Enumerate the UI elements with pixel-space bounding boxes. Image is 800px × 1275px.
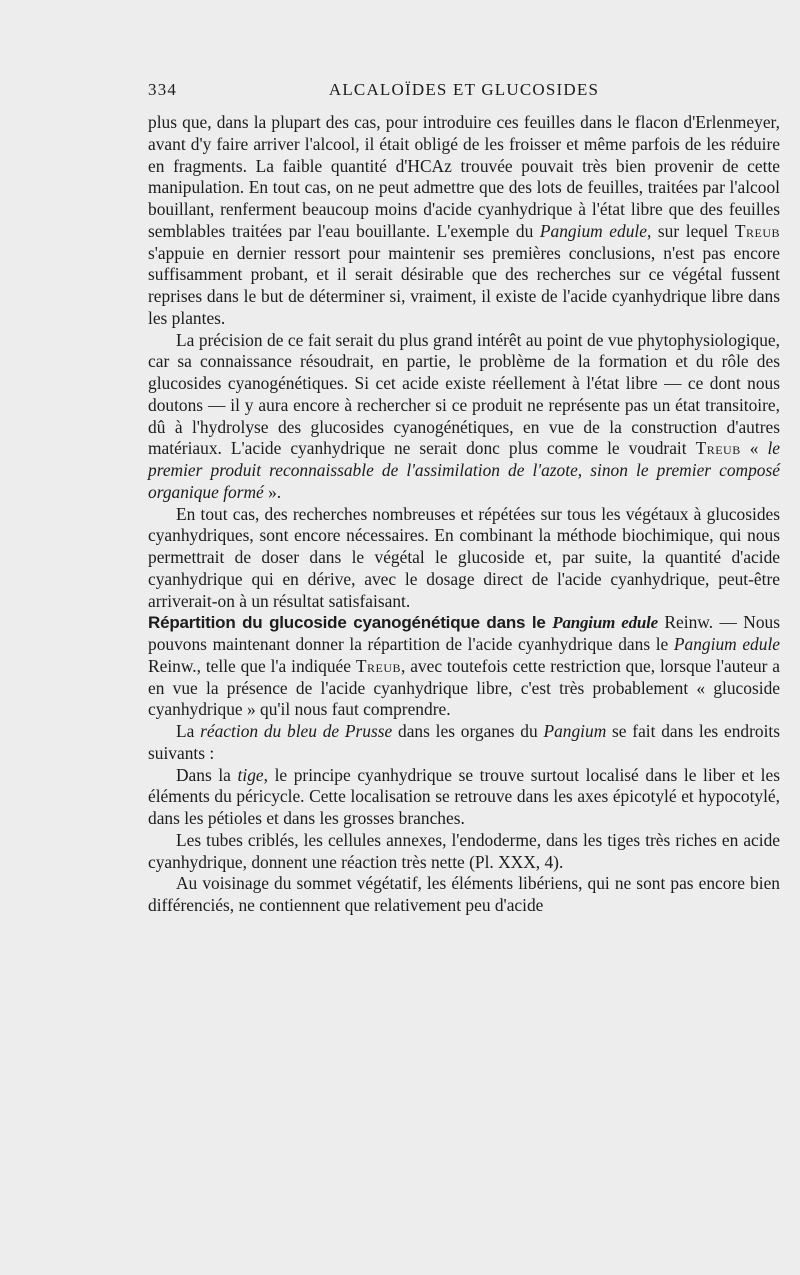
heading-species: Pangium edule (552, 613, 658, 633)
species-name: Pangium edule (673, 634, 780, 654)
paragraph (148, 721, 780, 765)
page-number: 334 (148, 80, 178, 99)
running-header (148, 80, 780, 106)
text-run: La précision de ce fait serait du plus grand intérêt au point de vue phytophysiologique, car sa connaissance résoudrait, en partie, le problème de la formation et du rôle des glucosides cyanogénétiques. Si cet acide existe réellement à l'état libre — ce dont nous doutons — il y aura encore à rechercher si ce produit ne représente pas un état transitoire, dû à l'hydrolyse des glucosides cyanogénétiques, en vue de la construction d'autres matériaux. L'acide cyanhydrique ne serait donc plus comme le voudrait (148, 329, 780, 459)
paragraph: Au voisinage du sommet végétatif, les éléments libériens, qui ne sont pas encore bien différenciés, ne contiennent que relativement peu d'acide (148, 873, 780, 915)
text-run: « (740, 438, 768, 459)
text-run: ». (263, 481, 282, 502)
page-body (148, 112, 780, 917)
text-run: , avec toutefois cette restriction que, lorsque l'auteur a en vue la présence de l'acide cyanhydrique libre, c'est très probablement « glucoside cyanhydrique » qu'il nous faut comprendre. (148, 655, 780, 720)
section-heading (148, 613, 658, 632)
section-paragraph (148, 612, 780, 721)
paragraph (148, 765, 780, 830)
author-name: Treub (355, 655, 401, 676)
text-run: dans les organes du (392, 721, 544, 741)
running-title: ALCALOÏDES ET GLUCOSIDES (328, 80, 600, 99)
emphasis: réaction du bleu de Prusse (200, 721, 393, 741)
text-run: , le principe cyanhydrique se trouve surtout localisé dans le liber et les éléments du péricycle. Cette localisation se retrouve dans les axes épicotylé et hypocotylé, dans les pétioles et dans les grosses branches. (148, 764, 780, 828)
text-run: Reinw., telle que l'a indiquée (148, 655, 356, 676)
text-run: La (176, 721, 201, 741)
heading-text: Répartition du glucoside cyanogénétique dans le (148, 613, 553, 633)
text-run: Dans la (176, 764, 238, 785)
text-run: Reinw. — Nous pouvons maintenant donner la répartition de l'acide cyanhydrique dans le (148, 612, 780, 654)
paragraph-continued (148, 112, 780, 330)
paragraph: En tout cas, des recherches nombreuses et répétées sur tous les végétaux à glucosides cyanhydriques, sont encore nécessaires. En combinant la méthode biochimique, qui nous permettrait de doser dans le végétal le glucoside et, par suite, la quantité d'acide cyanhydrique qui en dérive, avec le dosage direct de l'acide cyanhydrique, peut-être arriverait-on à un résultat satisfaisant. (148, 503, 780, 611)
author-name: Treub (695, 438, 741, 459)
species-name: Pangium (543, 721, 607, 741)
paragraph (148, 330, 780, 504)
text-run: se fait dans les endroits suivants : (148, 721, 781, 763)
emphasis: tige (237, 764, 264, 785)
text-run: , sur lequel (646, 220, 735, 241)
author-name: Treub (734, 220, 780, 241)
paragraph: Les tubes criblés, les cellules annexes, l'endoderme, dans les tiges très riches en acide cyanhydrique, donnent une réaction très nette (Pl. XXX, 4). (148, 829, 780, 872)
text-run: s'appuie en dernier ressort pour maintenir ses premières conclusions, n'est pas encore suffisamment probant, et il serait désirable que des recherches sur ce végétal fussent reprises dans le but de déterminer si, vraiment, il existe de l'acide cyanhydrique libre dans les plantes. (148, 242, 780, 328)
text-run: plus que, dans la plupart des cas, pour introduire ces feuilles dans le flacon d'Erlenmeyer, avant d'y faire arriver l'alcool, il était obligé de les froisser et même parfois de les réduire en fragments. La faible quantité d'HCAz trouvée pouvait très bien provenir de cette manipulation. En tout cas, on ne peut admettre que des lots de feuilles, traitées par l'alcool bouillant, renferment beaucoup moins d'acide cyanhydrique à l'état libre que des feuilles semblables traitées par l'eau bouillante. L'exemple du (148, 112, 780, 241)
quotation: le premier produit reconnaissable de l'assimilation de l'azote, sinon le premier composé organique formé (148, 438, 781, 502)
species-name: Pangium edule (539, 220, 647, 241)
